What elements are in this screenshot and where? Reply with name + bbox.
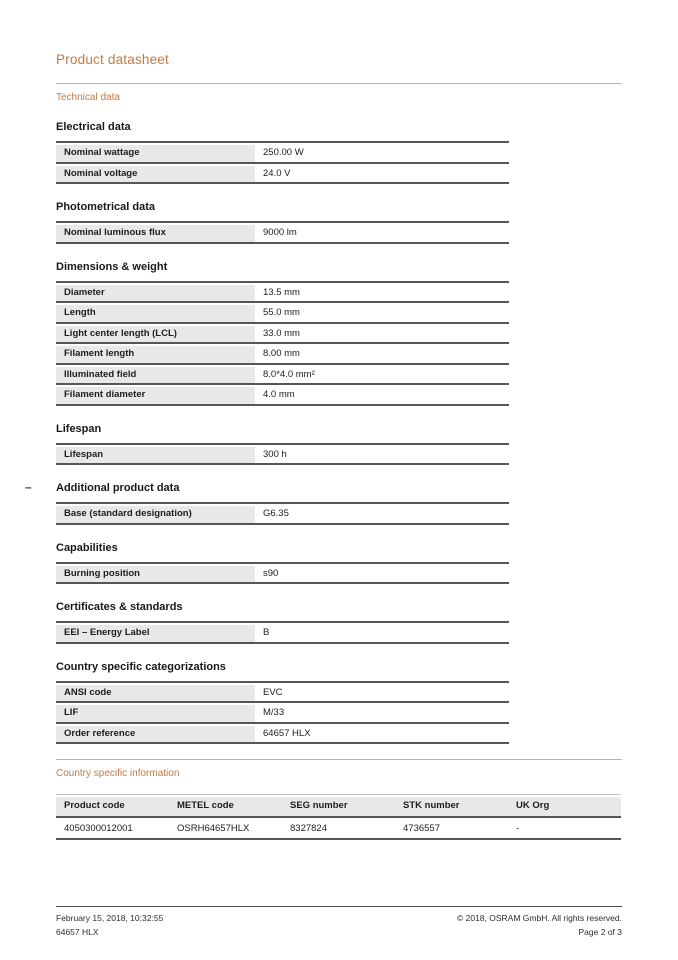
seg-number-cell: 8327824 — [290, 822, 327, 834]
section-heading: Country specific categorizations — [56, 660, 226, 673]
section-divider-rule — [56, 83, 622, 84]
uk-org-cell: - — [516, 822, 520, 834]
row-value: 300 h — [255, 447, 509, 464]
section-certificates-standards — [56, 601, 622, 644]
column-header: UK Org — [516, 800, 550, 811]
margin-dash-marker: – — [25, 480, 32, 494]
row-label: Burning position — [56, 566, 255, 583]
row-label: Nominal voltage — [56, 166, 255, 183]
row-label: Nominal wattage — [56, 145, 255, 162]
kv-table — [56, 621, 509, 644]
column-header: SEG number — [290, 800, 348, 811]
row-label: Filament diameter — [56, 387, 255, 404]
table-row — [56, 506, 509, 525]
page-footer — [56, 906, 622, 939]
kv-table — [56, 681, 509, 745]
table-row — [56, 145, 509, 164]
row-value: s90 — [255, 566, 509, 583]
table-row — [56, 447, 509, 466]
section-capabilities — [56, 542, 622, 585]
table-row — [56, 625, 509, 644]
row-value: 8.0*4.0 mm² — [255, 367, 509, 384]
kv-table — [56, 502, 509, 525]
table-row — [56, 685, 509, 704]
row-value: 64657 HLX — [255, 726, 509, 743]
section-heading: Electrical data — [56, 121, 131, 133]
technical-data-label: Technical data — [56, 92, 120, 103]
row-label: Base (standard designation) — [56, 506, 255, 523]
table-row — [56, 387, 509, 406]
row-label: Length — [56, 305, 255, 322]
row-value: 55.0 mm — [255, 305, 509, 322]
table-row — [56, 820, 621, 841]
row-label: ANSI code — [56, 685, 255, 702]
table-row — [56, 285, 509, 304]
section-lifespan — [56, 423, 622, 466]
row-value: G6.35 — [255, 506, 509, 523]
row-label: Nominal luminous flux — [56, 225, 255, 242]
row-label: Illuminated field — [56, 367, 255, 384]
column-header: STK number — [403, 800, 460, 811]
kv-table — [56, 443, 509, 466]
product-code-cell: 4050300012001 — [64, 822, 133, 834]
section-heading: Certificates & standards — [56, 601, 183, 613]
country-info-label: Country specific information — [56, 768, 180, 779]
page-title: Product datasheet — [56, 52, 169, 67]
table-row — [56, 566, 509, 585]
row-label: Lifespan — [56, 447, 255, 464]
footer-left — [56, 912, 163, 939]
table-row — [56, 367, 509, 386]
row-value: 4.0 mm — [255, 387, 509, 404]
row-label: Diameter — [56, 285, 255, 302]
kv-table — [56, 221, 509, 244]
table-row — [56, 705, 509, 724]
column-header: METEL code — [177, 800, 234, 811]
footer-right — [457, 912, 622, 939]
section-heading-text: Additional product data — [56, 482, 180, 494]
section-heading: Lifespan — [56, 422, 102, 435]
table-row — [56, 346, 509, 365]
table-header-row — [56, 797, 621, 818]
section-photometrical-data — [56, 201, 622, 244]
row-value: B — [255, 625, 509, 642]
kv-table — [56, 281, 509, 406]
kv-table — [56, 562, 509, 585]
row-value: 250.00 W — [255, 145, 509, 162]
section-heading — [25, 480, 622, 495]
table-row — [56, 326, 509, 345]
row-value: 13.5 mm — [255, 285, 509, 302]
section-heading: Dimensions & weight — [56, 260, 168, 273]
section-heading: Capabilities — [56, 541, 118, 554]
footer-copyright: © 2018, OSRAM GmbH. All rights reserved. — [457, 913, 622, 923]
kv-table — [56, 141, 509, 184]
row-value: 9000 lm — [255, 225, 509, 242]
footer-page-number: Page 2 of 3 — [578, 926, 622, 937]
section-country-categorizations — [56, 661, 622, 745]
table-row — [56, 726, 509, 745]
row-label: Order reference — [56, 726, 255, 743]
table-row — [56, 225, 509, 244]
row-value: M/33 — [255, 705, 509, 722]
section-divider-rule — [56, 759, 622, 760]
row-label: Light center length (LCL) — [56, 326, 255, 343]
country-info-table — [56, 794, 621, 840]
section-electrical-data — [56, 121, 622, 184]
table-row — [56, 166, 509, 185]
row-label: EEI – Energy Label — [56, 625, 255, 642]
row-value: 24.0 V — [255, 166, 509, 183]
row-value: 33.0 mm — [255, 326, 509, 343]
section-dimensions-weight — [56, 261, 622, 406]
row-label: Filament length — [56, 346, 255, 363]
row-value: 8.00 mm — [255, 346, 509, 363]
column-header: Product code — [64, 800, 125, 811]
row-value: EVC — [255, 685, 509, 702]
row-label: LIF — [56, 705, 255, 722]
section-additional-product-data — [25, 480, 622, 525]
stk-number-cell: 4736557 — [403, 822, 440, 834]
footer-product-code: 64657 HLX — [56, 926, 99, 937]
section-heading: Photometrical data — [56, 201, 156, 213]
table-row — [56, 305, 509, 324]
metel-code-cell: OSRH64657HLX — [177, 822, 250, 834]
footer-datetime: February 15, 2018, 10:32:55 — [56, 913, 164, 923]
